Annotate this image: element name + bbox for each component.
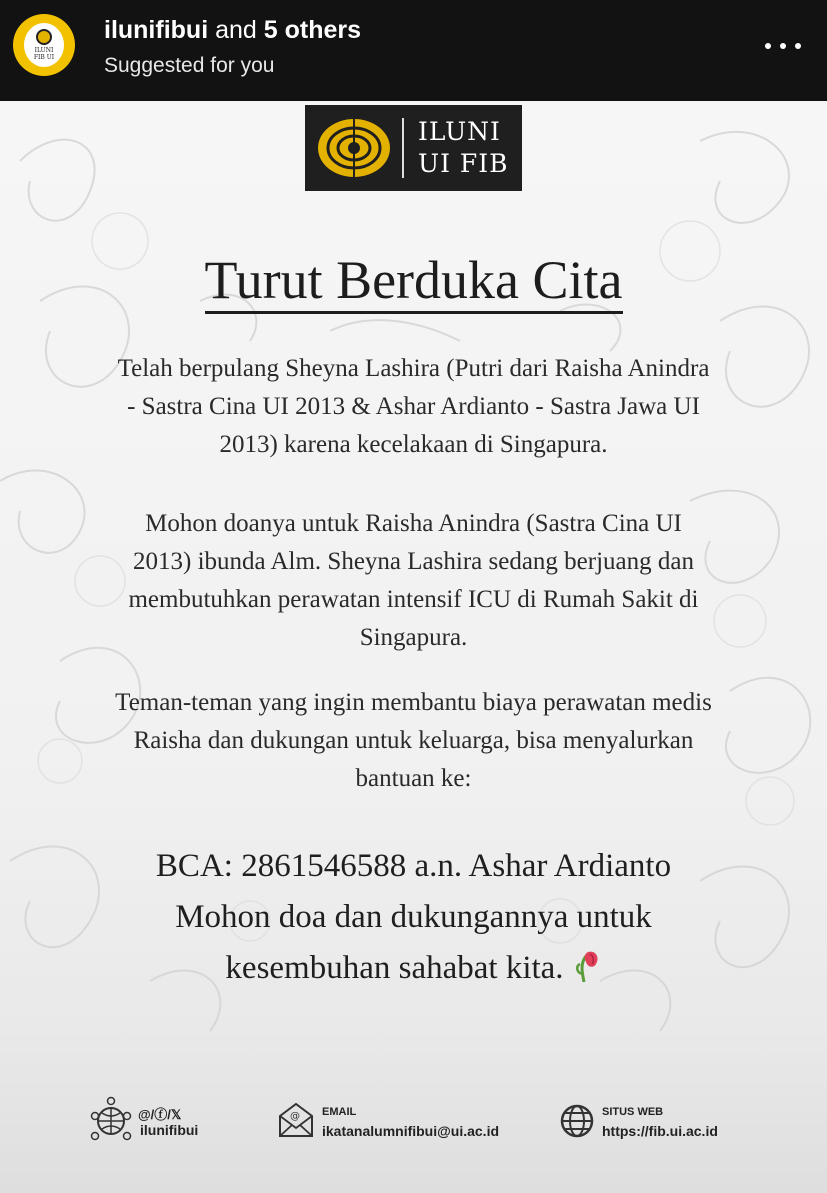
logo-divider (402, 118, 404, 178)
post-image[interactable] (0, 101, 827, 1193)
website-value[interactable]: https://fib.ui.ac.id (602, 1123, 718, 1139)
svg-text:@: @ (290, 1111, 300, 1122)
social-handle[interactable]: ilunifibui (140, 1122, 199, 1138)
suggested-label: Suggested for you (104, 54, 275, 77)
avatar-text-2: FIB UI (33, 54, 55, 61)
account-name-link[interactable]: ilunifibui (104, 16, 209, 44)
closing-line: kesembuhan sahabat kita. (60, 943, 767, 994)
email-icon (278, 1100, 314, 1140)
wilted-flower-icon (572, 948, 602, 984)
footer-website (560, 1096, 760, 1146)
makara-emblem-icon (36, 29, 52, 45)
account-avatar[interactable] (13, 14, 75, 76)
alumni-network-icon (90, 1096, 132, 1146)
logo-line2: UI FIB (418, 149, 509, 178)
iluni-fib-logo (305, 105, 522, 191)
more-options-icon[interactable] (765, 36, 801, 56)
makara-emblem-icon (314, 117, 394, 179)
avatar-text-1: ILUNI (34, 47, 54, 54)
paragraph-2: Mohon doanya untuk Raisha Anindra (Sastra Cina UI 2013) ibunda Alm. Sheyna Lashira sedang berjuang dan membutuhkan perawatan intensif ICU di Rumah Sakit di Singapura. (128, 510, 699, 651)
footer-email (278, 1096, 538, 1146)
bank-account: BCA: 2861546588 a.n. Ashar Ardianto (155, 848, 672, 884)
post-title: Turut Berduka Cita (0, 249, 827, 311)
logo-line1: ILUNI (418, 117, 501, 146)
collaborators-link[interactable]: 5 others (263, 16, 362, 44)
prayer-line: Mohon doa dan dukungannya untuk (175, 899, 652, 935)
globe-icon (560, 1104, 594, 1140)
post-header (0, 0, 827, 101)
footer-social (90, 1096, 230, 1146)
website-label: SITUS WEB (602, 1106, 664, 1118)
account-line (104, 16, 361, 45)
paragraph-3: Teman-teman yang ingin membantu biaya perawatan medis Raisha dan dukungan untuk keluarga, bisa menyalurkan bantuan ke: (115, 689, 712, 792)
paragraph-1: Telah berpulang Sheyna Lashira (Putri dari Raisha Anindra - Sastra Cina UI 2013 & Ashar Ardianto - Sastra Jawa UI 2013) karena kecelakaan di Singapura. (117, 355, 710, 458)
and-text: and (215, 16, 257, 44)
email-value[interactable]: ikatanalumnifibui@ui.ac.id (322, 1123, 500, 1139)
donation-info (60, 841, 767, 994)
email-label: EMAIL (322, 1106, 357, 1118)
avatar-logo (24, 23, 64, 67)
social-icons-text: @/ⓕ/𝕏 (138, 1107, 182, 1122)
